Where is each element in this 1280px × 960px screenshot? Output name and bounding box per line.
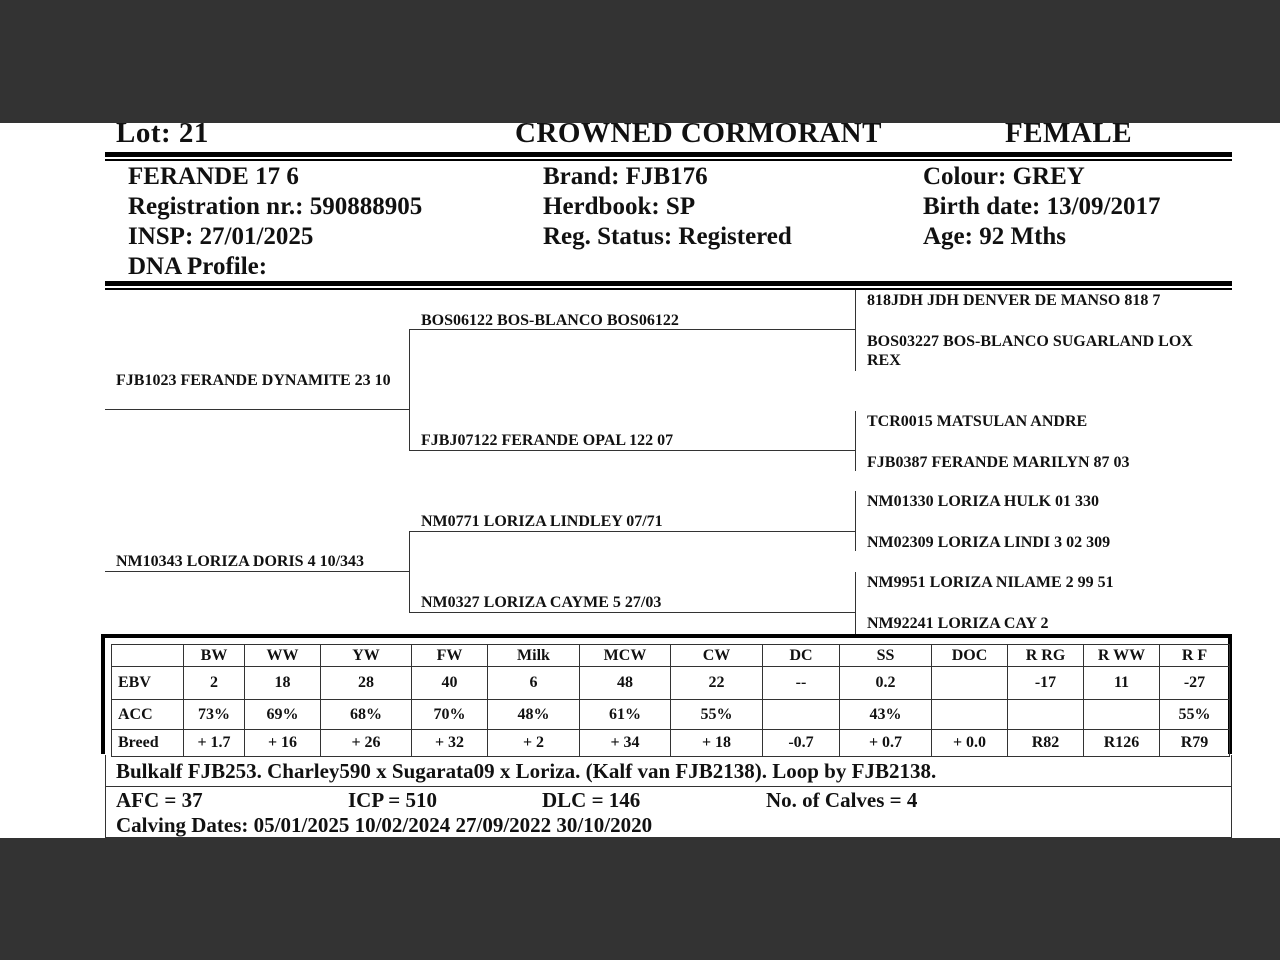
table-cell: 61%	[580, 700, 671, 730]
animal-sex: FEMALE	[1005, 123, 1133, 149]
row-label: Breed	[112, 730, 184, 757]
column-header: WW	[245, 645, 321, 667]
table-cell: R126	[1084, 730, 1160, 757]
colour: Colour: GREY	[923, 163, 1085, 190]
row-label: EBV	[112, 667, 184, 700]
icp-value: ICP = 510	[348, 788, 437, 812]
table-cell	[1008, 700, 1084, 730]
lot-number: Lot: 21	[116, 123, 209, 149]
table-cell: --	[763, 667, 840, 700]
birth-date: Birth date: 13/09/2017	[923, 193, 1161, 220]
table-cell	[763, 700, 840, 730]
sire-dam-line	[409, 450, 856, 451]
column-header: SS	[840, 645, 932, 667]
table-cell: 0.2	[840, 667, 932, 700]
table-cell: + 32	[412, 730, 488, 757]
ebv-table-frame	[101, 634, 1232, 754]
table-row-breed	[112, 730, 1230, 757]
table-cell	[932, 700, 1008, 730]
header-rule-thick	[105, 152, 1232, 157]
afc-value: AFC = 37	[116, 788, 203, 812]
table-cell: 43%	[840, 700, 932, 730]
notes-box	[105, 755, 1232, 838]
pedigree-ggp: NM9951 LORIZA NILAME 2 99 51	[867, 574, 1114, 591]
column-header: R RG	[1008, 645, 1084, 667]
table-cell: 28	[321, 667, 412, 700]
header-rule-thin	[105, 159, 1232, 161]
column-header: Milk	[488, 645, 580, 667]
pedigree-ggp: FJB0387 FERANDE MARILYN 87 03	[867, 454, 1130, 471]
brand: Brand: FJB176	[543, 163, 708, 190]
dna-profile: DNA Profile:	[128, 253, 268, 280]
table-cell	[932, 667, 1008, 700]
lot-catalog-page	[0, 123, 1280, 838]
table-row-ebv	[112, 667, 1230, 700]
table-cell: + 0.7	[840, 730, 932, 757]
table-cell: 55%	[1160, 700, 1230, 730]
table-cell: -27	[1160, 667, 1230, 700]
table-cell: 69%	[245, 700, 321, 730]
table-cell: R79	[1160, 730, 1230, 757]
pedigree-ggp: 818JDH JDH DENVER DE MANSO 818 7	[867, 292, 1161, 309]
table-cell: + 1.7	[184, 730, 245, 757]
table-cell: + 16	[245, 730, 321, 757]
animal-id: FERANDE 17 6	[128, 163, 299, 190]
table-cell: 73%	[184, 700, 245, 730]
table-cell: -17	[1008, 667, 1084, 700]
table-cell: 2	[184, 667, 245, 700]
ggp-bracket-4	[855, 572, 856, 634]
table-cell: + 18	[671, 730, 763, 757]
pedigree-ggp: NM92241 LORIZA CAY 2	[867, 615, 1049, 632]
sire-bracket	[409, 329, 410, 451]
pedigree-sire-sire: BOS06122 BOS-BLANCO BOS06122	[421, 312, 679, 329]
table-cell: + 34	[580, 730, 671, 757]
ggp-bracket-3	[855, 491, 856, 551]
notes-divider	[106, 786, 1231, 787]
table-cell: 40	[412, 667, 488, 700]
age: Age: 92 Mths	[923, 223, 1067, 250]
table-cell: 18	[245, 667, 321, 700]
pedigree-dam: NM10343 LORIZA DORIS 4 10/343	[116, 553, 365, 570]
pedigree-ggp: BOS03227 BOS-BLANCO SUGARLAND LOX REX	[867, 333, 1193, 369]
dlc-value: DLC = 146	[542, 788, 641, 812]
row-label: ACC	[112, 700, 184, 730]
column-header	[112, 645, 184, 667]
table-cell: 55%	[671, 700, 763, 730]
ggp-bracket-1	[855, 290, 856, 371]
column-header: R F	[1160, 645, 1230, 667]
table-cell: + 0.0	[932, 730, 1008, 757]
table-cell: 48	[580, 667, 671, 700]
ebv-header-row	[112, 645, 1230, 667]
column-header: R WW	[1084, 645, 1160, 667]
column-header: DOC	[932, 645, 1008, 667]
dam-line	[105, 571, 410, 572]
pedigree-ggp: NM01330 LORIZA HULK 01 330	[867, 493, 1100, 510]
column-header: CW	[671, 645, 763, 667]
dam-sire-line	[409, 531, 856, 532]
pedigree-ggp: NM02309 LORIZA LINDI 3 02 309	[867, 534, 1111, 551]
column-header: MCW	[580, 645, 671, 667]
table-cell: 70%	[412, 700, 488, 730]
column-header: YW	[321, 645, 412, 667]
column-header: DC	[763, 645, 840, 667]
table-cell: -0.7	[763, 730, 840, 757]
breeding-remark: Bulkalf FJB253. Charley590 x Sugarata09 x Loriza. (Kalf van FJB2138). Loop by FJB2138.	[116, 759, 937, 783]
herdbook: Herdbook: SP	[543, 193, 696, 220]
pedigree-sire-dam: FJBJ07122 FERANDE OPAL 122 07	[421, 432, 674, 449]
animal-name: CROWNED CORMORANT	[515, 123, 882, 149]
inspection-date: INSP: 27/01/2025	[128, 223, 314, 250]
calves-count: No. of Calves = 4	[766, 788, 918, 812]
pedigree-sire: FJB1023 FERANDE DYNAMITE 23 10	[116, 372, 391, 389]
info-rule-thick	[105, 281, 1232, 286]
sire-line	[105, 409, 410, 410]
table-cell: 48%	[488, 700, 580, 730]
pedigree-ggp: TCR0015 MATSULAN ANDRE	[867, 413, 1088, 430]
table-cell: R82	[1008, 730, 1084, 757]
pedigree-dam-sire: NM0771 LORIZA LINDLEY 07/71	[421, 513, 663, 530]
registration-status: Reg. Status: Registered	[543, 223, 792, 250]
dam-bracket	[409, 531, 410, 613]
calving-dates: Calving Dates: 05/01/2025 10/02/2024 27/09/2022 30/10/2020	[116, 813, 653, 837]
table-cell: 11	[1084, 667, 1160, 700]
info-rule-thin	[105, 288, 1232, 290]
sire-sire-line	[409, 329, 856, 330]
table-cell: 68%	[321, 700, 412, 730]
pedigree-dam-dam: NM0327 LORIZA CAYME 5 27/03	[421, 594, 662, 611]
column-header: FW	[412, 645, 488, 667]
table-cell	[1084, 700, 1160, 730]
dam-dam-line	[409, 612, 856, 613]
table-cell: 22	[671, 667, 763, 700]
column-header: BW	[184, 645, 245, 667]
table-cell: + 2	[488, 730, 580, 757]
table-cell: 6	[488, 667, 580, 700]
table-row-acc	[112, 700, 1230, 730]
registration-number: Registration nr.: 590888905	[128, 193, 423, 220]
ebv-table	[111, 644, 1230, 757]
table-cell: + 26	[321, 730, 412, 757]
ggp-bracket-2	[855, 411, 856, 471]
